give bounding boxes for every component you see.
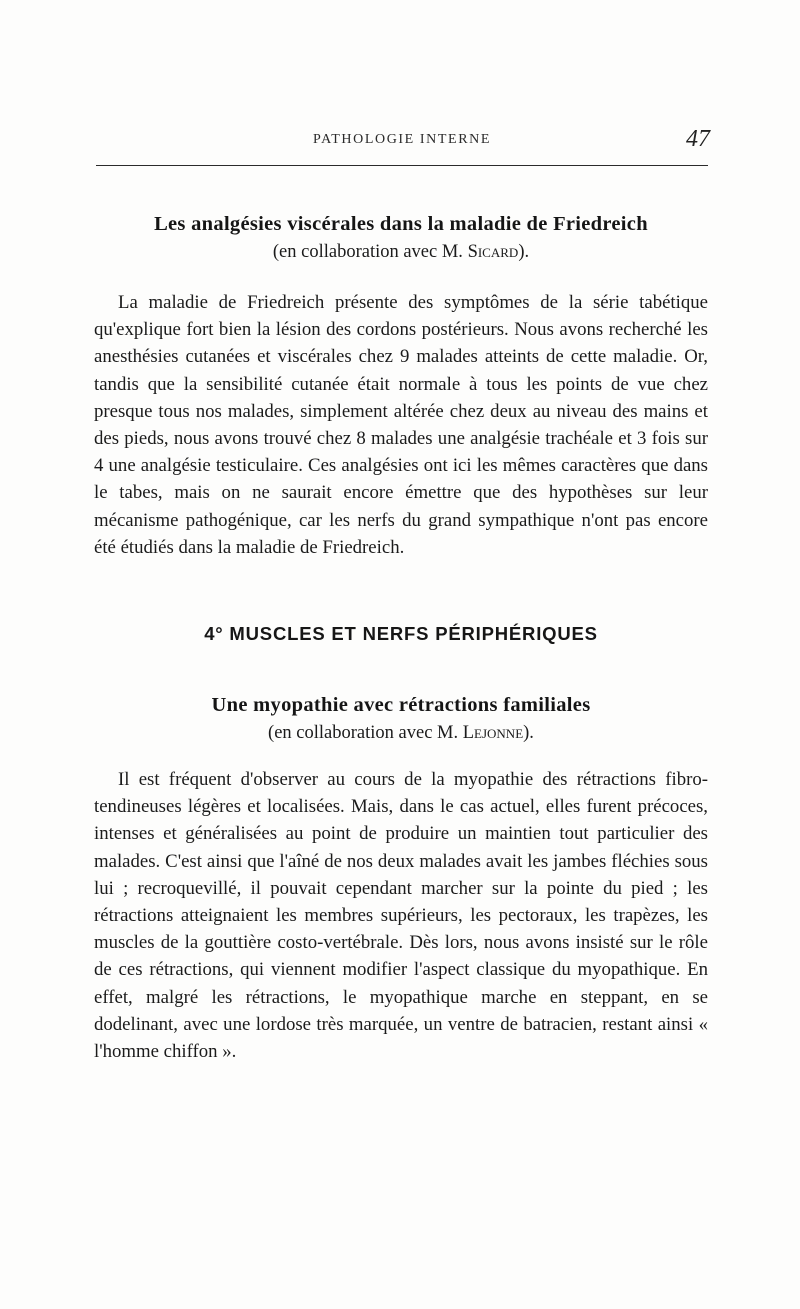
running-head [96, 126, 708, 160]
collab-prefix: (en collaboration avec M. [272, 242, 468, 262]
collab-prefix: (en collaboration avec M. [268, 723, 463, 744]
article-paragraph-friedreich: La maladie de Friedreich présente des symptômes de la série tabétique qu'explique fort bien la lésion des cordons postérieurs. Nous avons recherché les anesthésies cutanées et viscérales chez 9 malades atteints de cette maladie. Or, tandis que la sensibilité cutanée était normale à tous les points de vue chez presque tous nos malades, simplement altérée chez deux au niveau des mains et des pieds, nous avons trouvé chez 8 malades une analgésie trachéale et 3 fois sur 4 une analgésie testiculaire. Ces analgésies ont ici les mêmes caractères que dans le tabes, mais on ne saurait encore émettre que des hypothèses sur leur mécanisme pathogénique, car les nerfs du grand sympathique n'ont pas encore été étudiés dans la maladie de Friedreich. [94, 292, 708, 558]
page-number: 47 [686, 126, 710, 152]
article-collaboration-sicard [94, 239, 708, 265]
collab-suffix: ). [523, 723, 534, 744]
section-heading-muscles: 4° MUSCLES ET NERFS PÉRIPHÉRIQUES [204, 623, 598, 645]
collab-name: Lejonne [462, 723, 524, 744]
collab-name: Sicard [467, 242, 519, 262]
article-paragraph-myopathie: Il est fréquent d'observer au cours de la myopathie des rétractions fibro-tendineuses légères et localisées. Mais, dans le cas actuel, elles furent précoces, intenses et généralisées au point de produire un maintien tout particulier des malades. C'est ainsi que l'aîné de nos deux malades avait les jambes fléchies sous lui ; recroquevillé, il pouvait cependant marcher sur la pointe du pied ; les rétractions atteignaient les membres supérieurs, les pectoraux, les trapèzes, les muscles de la gouttière costo-vertébrale. Dès lors, nous avons insisté sur le rôle de ces rétractions, qui viennent modifier l'aspect classique du myopathique. En effet, malgré les rétractions, le myopathique marche en steppant, en se dodelinant, avec une lordose très marquée, un ventre de batracien, restant ainsi « l'homme chiffon ». [94, 769, 708, 1063]
article-title-friedreich: Les analgésies viscérales dans la maladie de Friedreich [154, 213, 648, 235]
article-collaboration-lejonne [94, 720, 708, 746]
running-title: PATHOLOGIE INTERNE [313, 132, 491, 147]
page-content [94, 210, 708, 1065]
header-rule [96, 165, 708, 166]
collab-suffix: ). [518, 242, 530, 262]
article-title-myopathie: Une myopathie avec rétractions familiales [211, 694, 591, 717]
